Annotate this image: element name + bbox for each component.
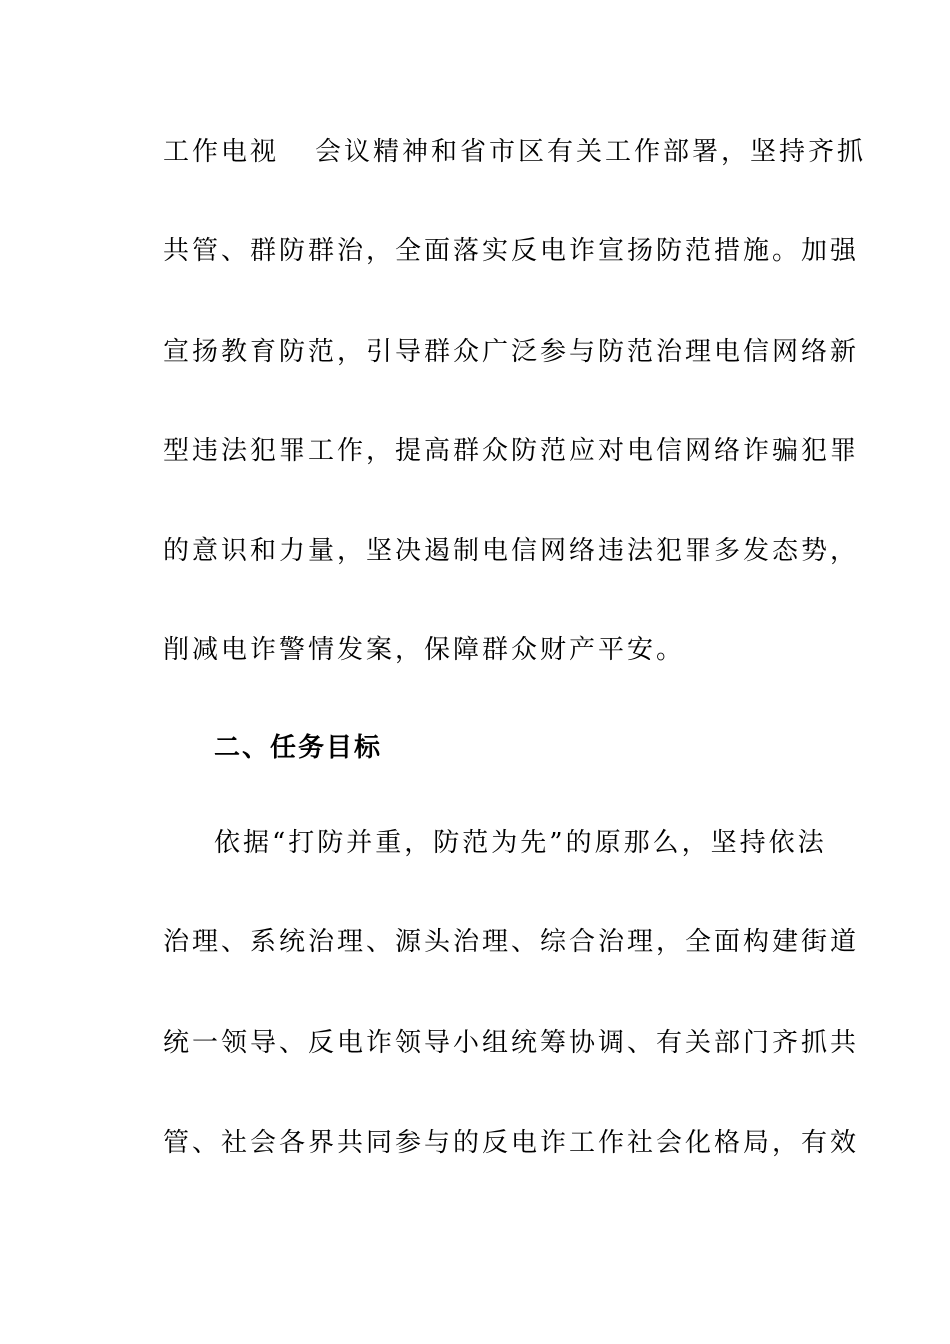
text-segment: 工作电视 [163, 137, 280, 167]
paragraph-line: 治理、系统治理、源头治理、综合治理，全面构建街道 [163, 927, 860, 957]
paragraph-line: 管、社会各界共同参与的反电诈工作社会化格局，有效 [163, 1128, 860, 1158]
paragraph-line: 削减电诈警情发案，保障群众财产平安。 [163, 635, 686, 665]
paragraph-line: 统一领导、反电诈领导小组统筹协调、有关部门齐抓共 [163, 1028, 860, 1058]
paragraph-line: 型违法犯罪工作，提高群众防范应对电信网络诈骗犯罪 [163, 436, 860, 466]
paragraph-line: 共管、群防群治，全面落实反电诈宣扬防范措施。加强 [163, 236, 860, 266]
text-segment: 会议精神和省市区有关工作部署，坚持齐抓 [315, 137, 867, 167]
paragraph-line [163, 136, 867, 168]
paragraph-line: 宣扬教育防范，引导群众广泛参与防范治理电信网络新 [163, 337, 860, 367]
paragraph-line: 依据“打防并重，防范为先”的原那么，坚持依法 [214, 828, 827, 858]
paragraph-line: 的意识和力量，坚决遏制电信网络违法犯罪多发态势， [163, 536, 860, 566]
section-heading: 二、任务目标 [214, 733, 383, 763]
